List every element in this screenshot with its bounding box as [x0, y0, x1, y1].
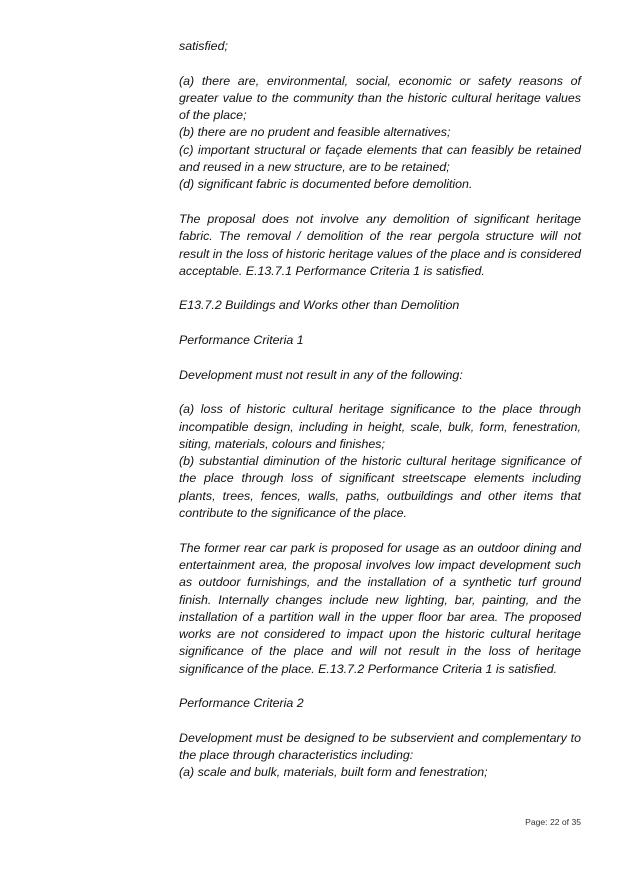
paragraph-satisfied: satisfied; — [179, 39, 228, 53]
development-item-b: (b) substantial diminution of the historic cultural heritage significance of the place through loss of significant streetscape elements including plants, trees, fences, walls, paths, outbuildings and other items that contribute to the significance of the place. — [179, 454, 581, 521]
section-heading-e13-7-2: E13.7.2 Buildings and Works other than Demolition — [179, 298, 460, 313]
criteria-item-b: (b) there are no prudent and feasible alternatives; — [179, 125, 451, 140]
paragraph-development-must-be: Development must be designed to be subservient and complementary to the place through characteristics including: — [179, 730, 581, 763]
criteria-item-a: (a) there are, environmental, social, economic or safety reasons of greater value to the community than the historic cultural heritage values of the place; — [179, 73, 581, 123]
characteristic-item-a: (a) scale and bulk, materials, built form and fenestration; — [179, 765, 488, 780]
paragraph-demolition-assessment: The proposal does not involve any demolition of significant heritage fabric. The removal / demolition of the rear pergola structure will not result in the loss of historic heritage values of the place and is considered acceptable. E.13.7.1 Performance Criteria 1 is satisfied. — [179, 211, 581, 278]
document-body — [179, 38, 581, 782]
paragraph-car-park-assessment: The former rear car park is proposed for usage as an outdoor dining and entertainment area, the proposal involves low impact development such as outdoor furnishings, and the installation of a synthetic turf ground finish. Internally changes include new lighting, bar, painting, and the installation of a partition wall in the upper floor bar area. The proposed works are not considered to impact upon the historic cultural heritage significance of the place and will not result in the loss of heritage significance of the place. E.13.7.2 Performance Criteria 1 is satisfied. — [179, 540, 581, 676]
criteria-item-c: (c) important structural or façade elements that can feasibly be retained and reused in a new structure, are to be retained; — [179, 142, 581, 175]
criteria-item-d: (d) significant fabric is documented before demolition. — [179, 177, 473, 192]
performance-criteria-2-heading: Performance Criteria 2 — [179, 696, 304, 711]
paragraph-development-must-not: Development must not result in any of the following: — [179, 367, 463, 382]
page-number: Page: 22 of 35 — [525, 817, 581, 827]
performance-criteria-1-heading: Performance Criteria 1 — [179, 333, 304, 348]
development-item-a: (a) loss of historic cultural heritage significance to the place through incompatible design, including in height, scale, bulk, form, fenestration, siting, materials, colours and finishes; — [179, 402, 581, 451]
